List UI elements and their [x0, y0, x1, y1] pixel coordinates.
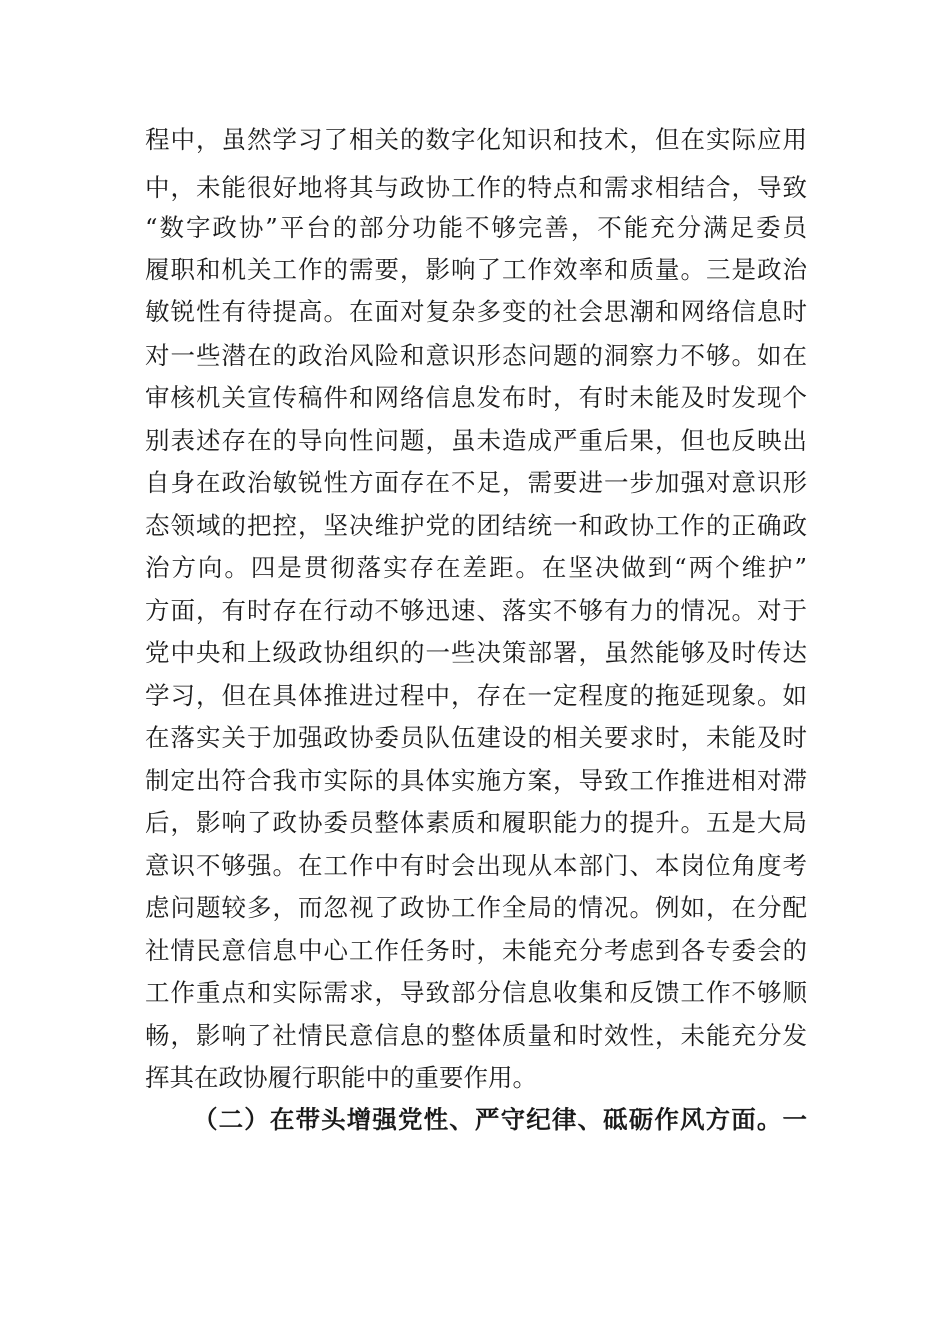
- paragraph-line: 学习，但在具体推进过程中，存在一定程度的拖延现象。如: [145, 681, 807, 710]
- paragraph-line: 敏锐性有待提高。在面对复杂多变的社会思潮和网络信息时: [145, 297, 807, 326]
- paragraph-line: “数字政协”平台的部分功能不够完善，不能充分满足委员: [145, 213, 807, 242]
- paragraph-line: 履职和机关工作的需要，影响了工作效率和质量。三是政治: [145, 255, 807, 284]
- section-heading: （二）在带头增强党性、严守纪律、砥砺作风方面。一: [193, 1105, 807, 1134]
- paragraph-line: 对一些潜在的政治风险和意识形态问题的洞察力不够。如在: [145, 341, 807, 370]
- paragraph-line: 中，未能很好地将其与政协工作的特点和需求相结合，导致: [145, 173, 807, 202]
- paragraph-line: 自身在政治敏锐性方面存在不足，需要进一步加强对意识形: [145, 468, 807, 497]
- paragraph-line: 虑问题较多，而忽视了政协工作全局的情况。例如，在分配: [145, 893, 807, 922]
- paragraph-line: 方面，有时存在行动不够迅速、落实不够有力的情况。对于: [145, 596, 807, 625]
- paragraph-line: 后，影响了政协委员整体素质和履职能力的提升。五是大局: [145, 808, 807, 837]
- paragraph-line: 态领域的把控，坚决维护党的团结统一和政协工作的正确政: [145, 511, 807, 540]
- paragraph-line: 程中，虽然学习了相关的数字化知识和技术，但在实际应用: [145, 125, 807, 154]
- paragraph-line: 意识不够强。在工作中有时会出现从本部门、本岗位角度考: [145, 851, 807, 880]
- paragraph-line: 在落实关于加强政协委员队伍建设的相关要求时，未能及时: [145, 723, 807, 752]
- paragraph-line: 审核机关宣传稿件和网络信息发布时，有时未能及时发现个: [145, 383, 807, 412]
- paragraph-line: 社情民意信息中心工作任务时，未能充分考虑到各专委会的: [145, 936, 807, 965]
- paragraph-line: 挥其在政协履行职能中的重要作用。: [145, 1063, 537, 1092]
- paragraph-line: 工作重点和实际需求，导致部分信息收集和反馈工作不够顺: [145, 978, 807, 1007]
- paragraph-line: 制定出符合我市实际的具体实施方案，导致工作推进相对滞: [145, 766, 807, 795]
- paragraph-line: 党中央和上级政协组织的一些决策部署，虽然能够及时传达: [145, 638, 807, 667]
- paragraph-line: 别表述存在的导向性问题，虽未造成严重后果，但也反映出: [145, 426, 807, 455]
- paragraph-line: 畅，影响了社情民意信息的整体质量和时效性，未能充分发: [145, 1021, 807, 1050]
- paragraph-line: 治方向。四是贯彻落实存在差距。在坚决做到“两个维护”: [145, 553, 807, 582]
